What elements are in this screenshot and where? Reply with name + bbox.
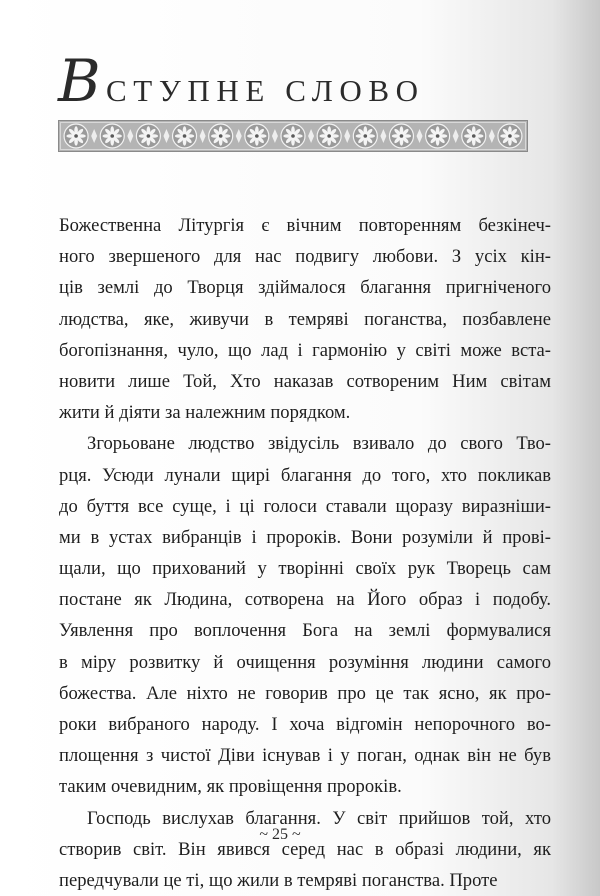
body-text bbox=[59, 210, 551, 896]
page-number: ~ 25 ~ bbox=[259, 826, 301, 843]
text-line: щали, що прихований у творінні своїх рук Творець сам bbox=[59, 558, 551, 580]
text-line: Божественна Літургія є вічним повторенням безкінеч- bbox=[59, 215, 551, 236]
title-text: СТУПНЕ СЛОВО bbox=[106, 73, 425, 108]
text-line: створив світ. Він явився серед нас в образі людини, як bbox=[59, 838, 551, 860]
rosette-border-icon bbox=[58, 120, 528, 152]
text-line: ми в устах вибранців і пророків. Вони розуміли й прові- bbox=[59, 526, 551, 548]
text-line: в міру розвитку й очищення розуміння людини самого bbox=[59, 651, 551, 673]
text-line: божества. Але ніхто не говорив про це так ясно, як про- bbox=[59, 682, 551, 704]
text-line: таким очевидним, як провіщення пророків. bbox=[59, 776, 402, 798]
text-line: постане як Людина, сотворена на Його образ і подобу. bbox=[59, 589, 551, 611]
text-line: передчували це ті, що жили в темряві поганства. Проте bbox=[59, 869, 498, 891]
text-line: Господь вислухав благання. У світ прийшов той, хто bbox=[87, 807, 551, 829]
text-line: ців землі до Творця здіймалося благання пригніченого bbox=[59, 277, 551, 299]
text-line: роки вибраного народу. І хоча відгомін непорочного во- bbox=[59, 714, 551, 735]
text-line: Уявлення про воплочення Бога на землі формувалися bbox=[59, 620, 551, 642]
text-line: рця. Усюди лунали щирі благання до того, хто покликав bbox=[59, 464, 551, 486]
text-line: людства, яке, живучи в темряві поганства, позбавлене bbox=[59, 308, 551, 330]
text-line: новити лише Той, Хто наказав сотвореним Ним світам bbox=[59, 370, 551, 392]
text-line: жити й діяти за належним порядком. bbox=[59, 402, 351, 424]
text-line: ного звершеного для нас подвигу любови. З усіх кін- bbox=[59, 246, 551, 268]
title-initial: В bbox=[58, 47, 101, 115]
text-line: до буття все суще, і ці голоси ставали щоразу виразніши- bbox=[59, 495, 551, 517]
text-line: Згорьоване людство звідусіль взивало до свого Тво- bbox=[87, 433, 551, 455]
text-line: площення з чистої Діви існував і у поган, однак він не був bbox=[59, 745, 551, 767]
text-line: богопізнання, чуло, що лад і гармонію у світі може вста- bbox=[59, 339, 551, 361]
